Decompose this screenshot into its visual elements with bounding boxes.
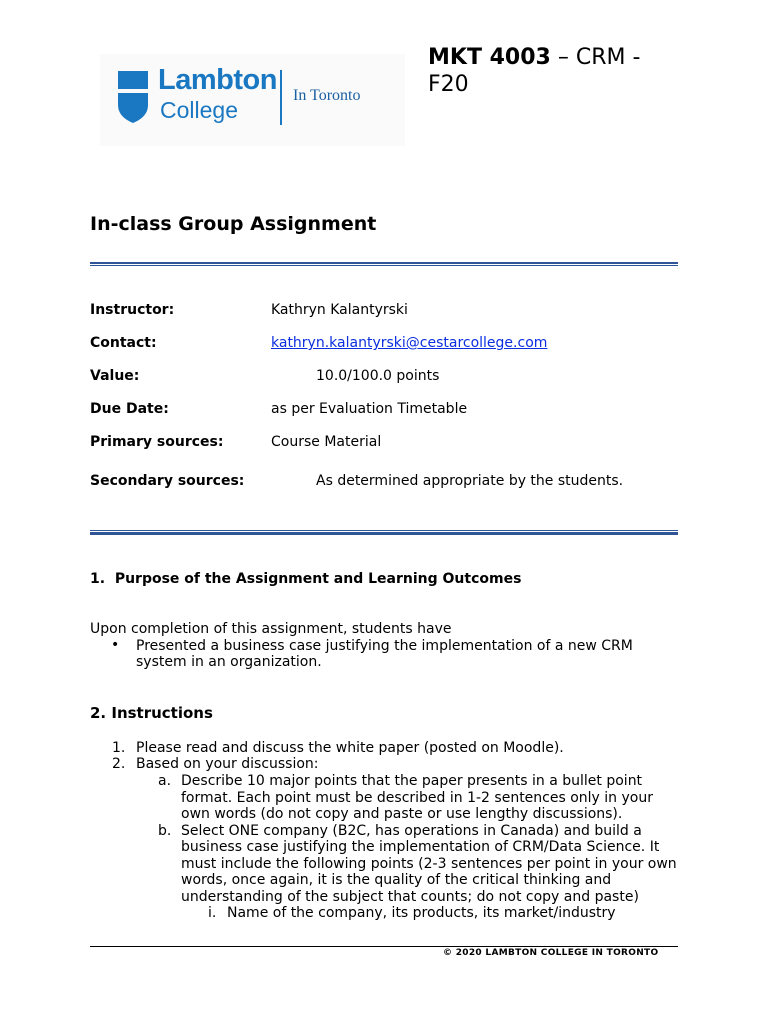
- instructor-label: Instructor:: [90, 302, 175, 318]
- lambton-college-logo: [100, 54, 405, 146]
- logo-name: Lambton: [158, 64, 277, 96]
- item-b-line-2: business case justifying the implementation of CRM/Data Science. It: [181, 839, 660, 855]
- instructor-value: Kathryn Kalantyrski: [271, 302, 408, 318]
- item-b-line-5: understanding of the subject that counts; do not copy and paste): [181, 889, 639, 905]
- logo-sub: College: [160, 97, 238, 123]
- course-code: MKT 4003: [428, 45, 551, 70]
- instruction-1-text: Please read and discuss the white paper (posted on Moodle).: [136, 740, 564, 756]
- section1-heading: [90, 571, 521, 587]
- item-b-number: b.: [158, 823, 172, 839]
- item-b-line-1: Select ONE company (B2C, has operations in Canada) and build a: [181, 823, 642, 839]
- logo-location: In Toronto: [293, 87, 361, 104]
- bullet-line-2: system in an organization.: [136, 654, 322, 670]
- item-a-number: a.: [158, 773, 172, 789]
- due-date-value: as per Evaluation Timetable: [271, 401, 468, 417]
- item-i-text: Name of the company, its products, its market/industry: [227, 905, 616, 921]
- section1-intro: Upon completion of this assignment, students have: [90, 621, 452, 637]
- secondary-sources-label: Secondary sources:: [90, 473, 245, 489]
- primary-sources-label: Primary sources:: [90, 434, 224, 450]
- section2-heading: 2. Instructions: [90, 704, 213, 722]
- secondary-sources-value: As determined appropriate by the students.: [316, 473, 624, 489]
- value-label: Value:: [90, 368, 140, 384]
- divider-bottom: [90, 530, 678, 535]
- footer-copyright: © 2020 LAMBTON COLLEGE IN TORONTO: [443, 948, 659, 958]
- contact-label: Contact:: [90, 335, 157, 351]
- item-i-number: i.: [208, 905, 217, 921]
- section1-title: Purpose of the Assignment and Learning Outcomes: [114, 571, 522, 587]
- contact-email-link[interactable]: kathryn.kalantyrski@cestarcollege.com: [271, 335, 548, 351]
- item-b-line-3: must include the following points (2-3 sentences per point in your own: [181, 856, 677, 872]
- course-name: – CRM - F20: [428, 45, 641, 97]
- item-a-line-2: format. Each point must be described in 1-2 sentences only in your: [181, 790, 653, 806]
- due-date-label: Due Date:: [90, 401, 169, 417]
- item-b-line-4: words, once again, it is the quality of the critical thinking and: [181, 872, 612, 888]
- primary-sources-value: Course Material: [271, 434, 382, 450]
- instruction-2-text: Based on your discussion:: [136, 756, 319, 772]
- shield-icon: [118, 71, 148, 123]
- section1-number: 1.: [90, 571, 106, 587]
- footer-divider: [90, 946, 678, 947]
- bullet-icon: •: [111, 637, 120, 653]
- instruction-1-number: 1.: [112, 740, 126, 756]
- logo-divider: [280, 70, 282, 125]
- item-a-line-1: Describe 10 major points that the paper presents in a bullet point: [181, 773, 643, 789]
- bullet-line-1: Presented a business case justifying the implementation of a new CRM: [136, 638, 633, 654]
- item-a-line-3: own words (do not copy and paste or use lengthy discussions).: [181, 806, 623, 822]
- value-value: 10.0/100.0 points: [316, 368, 440, 384]
- divider-top: [90, 262, 678, 266]
- page-title: In-class Group Assignment: [90, 213, 377, 235]
- course-heading: [428, 44, 668, 98]
- instruction-2-number: 2.: [112, 756, 126, 772]
